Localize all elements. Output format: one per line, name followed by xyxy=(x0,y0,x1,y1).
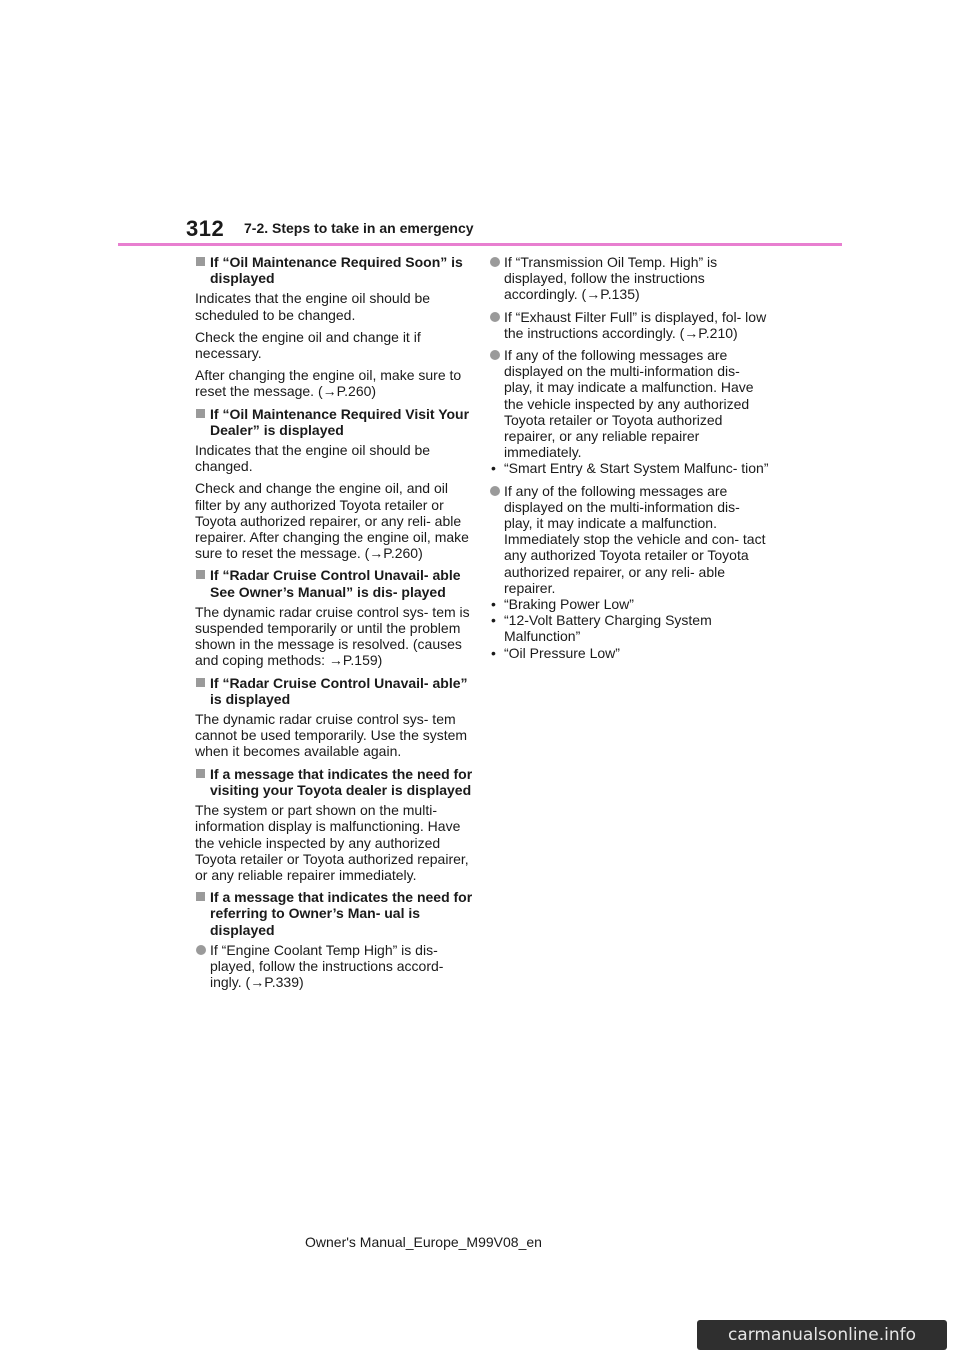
header-rule xyxy=(118,243,842,246)
heading-oil-visit-dealer: If “Oil Maintenance Required Visit Your Dealer” is displayed xyxy=(195,406,475,438)
heading-oil-soon: If “Oil Maintenance Required Soon” is displayed xyxy=(195,254,475,286)
paragraph: After changing the engine oil, make sure to reset the message. (→P.260) xyxy=(195,367,462,400)
list-item: If “Exhaust Filter Full” is displayed, fol- low the instructions accordingly. (→P.210) xyxy=(489,309,769,341)
paragraph: Indicates that the engine oil should be scheduled to be changed. xyxy=(195,290,431,323)
list-item: If “Engine Coolant Temp High” is dis- played, follow the instructions accord- ingly. (→P.339) xyxy=(195,942,475,991)
section-title: 7-2. Steps to take in an emergency xyxy=(244,220,474,236)
paragraph: The system or part shown on the multi- information display is malfunctioning. Have the vehicle inspected by any authorized Toyota retailer or Toyota authorized repairer, or any reliable repairer immediately. xyxy=(195,802,469,883)
heading-visit-dealer-message: If a message that indicates the need for visiting your Toyota dealer is displayed xyxy=(195,766,475,798)
sub-list-item: • “Oil Pressure Low” xyxy=(491,644,620,661)
circle-bullet-icon xyxy=(490,350,500,360)
list-item: If “Transmission Oil Temp. High” is displayed, follow the instructions accordingly. (→P.135) xyxy=(489,254,769,303)
paragraph: Check the engine oil and change it if necessary. xyxy=(195,328,421,362)
list-item: If any of the following messages are displayed on the multi-information dis- play, it may indicate a malfunction. Immediately stop the vehicle and con- tact any authorized Toyota retailer or Toyota authorized repairer, or any reli- able repairer. xyxy=(489,483,769,596)
circle-bullet-icon xyxy=(490,486,500,496)
paragraph: The dynamic radar cruise control sys- tem cannot be used temporarily. Use the system when it becomes available again. xyxy=(195,711,468,760)
sub-list-item: • “Smart Entry & Start System Malfunc- tion” xyxy=(491,460,769,477)
square-bullet-icon xyxy=(196,257,205,266)
page-number: 312 xyxy=(186,216,225,241)
heading-refer-manual-message: If a message that indicates the need for referring to Owner’s Man- ual is displayed xyxy=(195,889,475,938)
square-bullet-icon xyxy=(196,570,205,579)
left-column xyxy=(195,254,475,996)
circle-bullet-icon xyxy=(196,945,206,955)
heading-radar-unavailable: If “Radar Cruise Control Unavail- able” is displayed xyxy=(195,675,475,707)
square-bullet-icon xyxy=(196,409,205,418)
heading-radar-see-manual: If “Radar Cruise Control Unavail- able See Owner’s Manual” is dis- played xyxy=(195,567,475,599)
footer-text: Owner's Manual_Europe_M99V08_en xyxy=(305,1234,542,1250)
sub-list-item: • “Braking Power Low” xyxy=(491,596,634,613)
paragraph: The dynamic radar cruise control sys- tem is suspended temporarily or until the problem shown in the message is resolved. (causes and coping methods: →P.159) xyxy=(195,603,470,669)
right-column xyxy=(489,254,769,661)
paragraph: Check and change the engine oil, and oil filter by any authorized Toyota retailer or Toyota authorized repairer, or any reli- able repairer. After changing the engine oil, make sure to reset the message. (→P.260) xyxy=(195,480,469,562)
sub-list-item: • “12-Volt Battery Charging System Malfunction” xyxy=(491,612,712,645)
watermark: carmanualsonline.info xyxy=(697,1320,947,1350)
square-bullet-icon xyxy=(196,892,205,901)
paragraph: Indicates that the engine oil should be changed. xyxy=(195,442,431,475)
circle-bullet-icon xyxy=(490,257,500,267)
square-bullet-icon xyxy=(196,678,205,687)
square-bullet-icon xyxy=(196,769,205,778)
list-item: If any of the following messages are displayed on the multi-information dis- play, it may indicate a malfunction. Have the vehicle inspected by any authorized Toyota retailer or Toyota authorized repairer, or any reliable repairer immediately. xyxy=(489,347,769,460)
circle-bullet-icon xyxy=(490,312,500,322)
